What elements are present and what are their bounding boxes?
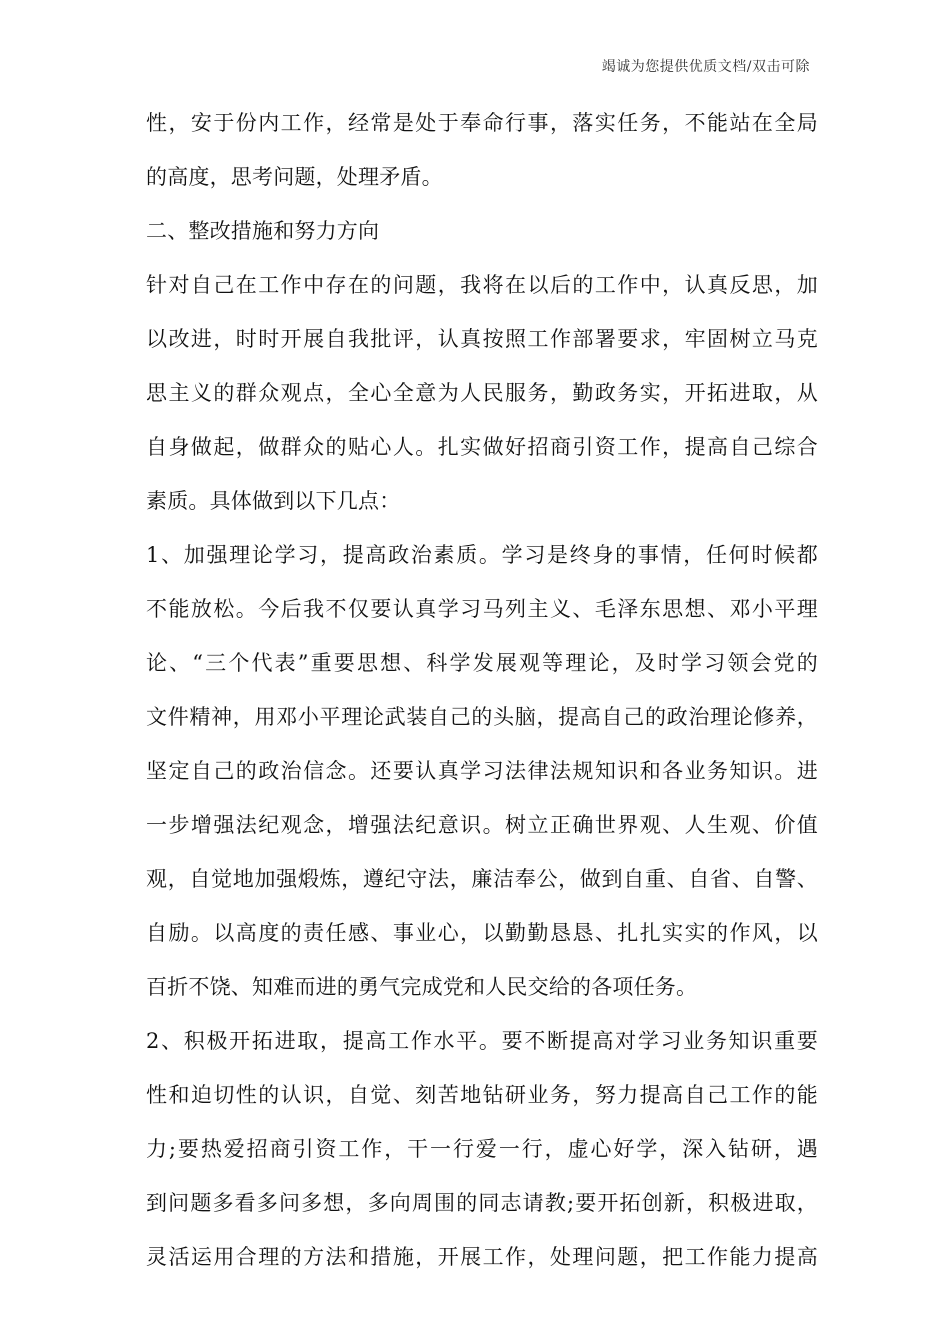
text-line: 自身做起，做群众的贴心人。扎实做好招商引资工作，提高自己综合 xyxy=(146,435,818,459)
document-body xyxy=(146,104,818,1292)
text-line: 不能放松。今后我不仅要认真学习马列主义、毛泽东思想、邓小平理 xyxy=(146,597,818,621)
text-line: 自励。以高度的责任感、事业心，以勤勤恳恳、扎扎实实的作风，以 xyxy=(146,921,818,945)
text-line: 性和迫切性的认识，自觉、刻苦地钻研业务，努力提高自己工作的能 xyxy=(146,1083,818,1107)
text-line: 素质。具体做到以下几点： xyxy=(146,489,401,513)
text-line: 力;要热爱招商引资工作，干一行爱一行，虚心好学，深入钻研，遇 xyxy=(146,1137,818,1161)
text-line: 灵活运用合理的方法和措施，开展工作，处理问题，把工作能力提高 xyxy=(146,1245,818,1269)
text-line: 以改进，时时开展自我批评，认真按照工作部署要求，牢固树立马克 xyxy=(146,327,818,351)
text-line: 针对自己在工作中存在的问题，我将在以后的工作中，认真反思，加 xyxy=(146,273,818,297)
text-line: 2、积极开拓进取，提高工作水平。要不断提高对学习业务知识重要 xyxy=(146,1029,818,1053)
text-line: 一步增强法纪观念，增强法纪意识。树立正确世界观、人生观、价值 xyxy=(146,813,818,837)
section-heading: 二、整改措施和努力方向 xyxy=(146,219,380,243)
text-line: 观，自觉地加强煅炼，遵纪守法，廉洁奉公，做到自重、自省、自警、 xyxy=(146,867,818,891)
text-line: 性，安于份内工作，经常是处于奉命行事，落实任务，不能站在全局 xyxy=(146,111,818,135)
text-line: 到问题多看多问多想，多向周围的同志请教;要开拓创新，积极进取， xyxy=(146,1191,818,1215)
text-line: 思主义的群众观点，全心全意为人民服务，勤政务实，开拓进取，从 xyxy=(146,381,818,405)
header-note: 竭诚为您提供优质文档/双击可除 xyxy=(601,59,810,75)
text-line: 坚定自己的政治信念。还要认真学习法律法规知识和各业务知识。进 xyxy=(146,759,818,783)
text-line: 文件精神，用邓小平理论武装自己的头脑，提高自己的政治理论修养， xyxy=(146,705,818,729)
text-line: 百折不饶、知难而进的勇气完成党和人民交给的各项任务。 xyxy=(146,975,698,999)
text-line: 的高度，思考问题，处理矛盾。 xyxy=(146,165,443,189)
text-line: 1、加强理论学习，提高政治素质。学习是终身的事情，任何时候都 xyxy=(146,543,818,567)
text-line: 论、“三个代表”重要思想、科学发展观等理论，及时学习领会党的 xyxy=(146,651,818,675)
